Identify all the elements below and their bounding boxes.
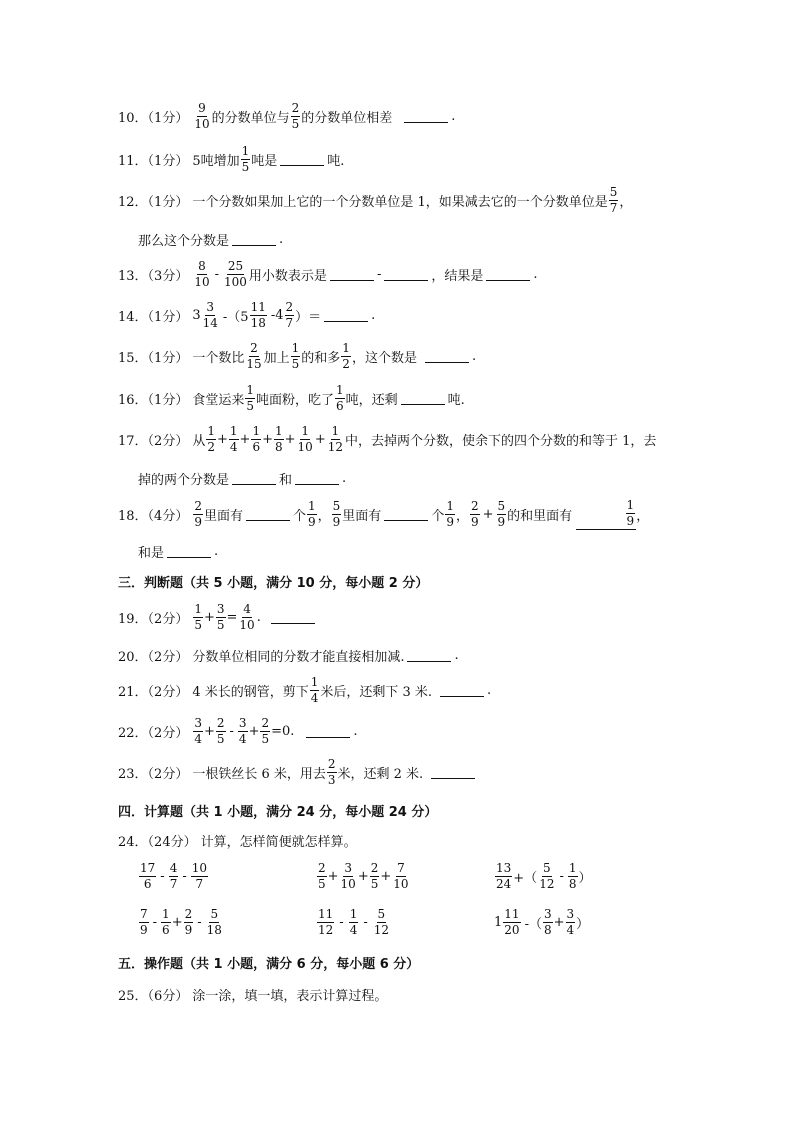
punctuation: ，	[317, 509, 331, 524]
punctuation: .	[371, 308, 376, 323]
operator: +	[284, 432, 296, 447]
answer-blank[interactable]	[246, 508, 290, 521]
question-text: 吨.	[327, 154, 345, 169]
punctuation: .	[471, 349, 477, 364]
operator: +	[482, 507, 494, 522]
fraction: $\frac{2}{5}$	[370, 861, 379, 891]
question-17	[118, 425, 656, 454]
operator: -	[182, 869, 187, 884]
answer-blank[interactable]	[384, 508, 428, 521]
calc-expression-b	[316, 862, 411, 891]
question-text: 吨面粉，吃了	[255, 393, 334, 408]
punctuation: .	[451, 109, 456, 124]
fraction: $\frac{1}{6}$	[162, 907, 170, 937]
question-text: 计算，怎样简便就怎样算。	[200, 835, 357, 850]
operator: +	[171, 915, 183, 930]
question-number: 14．（1分）	[118, 310, 189, 325]
fraction: $\frac{3}{10}$	[340, 861, 356, 891]
answer-blank[interactable]	[271, 611, 315, 624]
question-text: 5吨增加	[192, 154, 240, 169]
operator: ）	[576, 917, 590, 932]
question-text: 的分数单位与	[211, 111, 290, 126]
punctuation: .	[487, 683, 492, 698]
question-number: 16．（1分）	[118, 393, 189, 408]
punctuation: .	[279, 232, 284, 247]
punctuation: .	[256, 610, 261, 625]
fraction: $\frac{5}{12}$	[373, 907, 390, 937]
fraction: $\frac{2}{9}$	[184, 907, 193, 937]
question-17-continued	[138, 469, 346, 488]
fraction: $\frac{5}{9}$	[332, 499, 341, 529]
fraction: $\frac{8}{10}$	[194, 259, 210, 289]
fraction: $\frac{17}{6}$	[140, 861, 156, 891]
question-text: =0.	[271, 724, 295, 739]
fraction: $\frac{10}{7}$	[191, 861, 208, 891]
fraction: $\frac{2}{5}$	[261, 716, 270, 746]
fraction: $\frac{3}{5}$	[216, 602, 225, 632]
whole-number: 1	[494, 915, 503, 930]
operator: -	[339, 915, 344, 930]
question-text: 吨.	[447, 393, 465, 408]
question-18-continued	[138, 542, 218, 561]
fraction: $\frac{11}{20}$	[504, 907, 520, 937]
question-number: 18．（4分）	[118, 509, 189, 524]
section-heading-operation: 五．操作题（共 1 小题，满分 6 分，每小题 6 分）	[118, 957, 420, 972]
fraction: $\frac{2}{9}$	[470, 499, 479, 529]
section-heading-judgment: 三．判断题（共 5 小题，满分 10 分，每小题 2 分）	[118, 576, 429, 591]
operator: +	[203, 724, 215, 739]
question-text: 吨是	[251, 154, 278, 169]
question-text: 里面有	[342, 509, 382, 524]
question-15	[118, 342, 476, 371]
question-10	[118, 102, 455, 131]
answer-blank[interactable]	[401, 392, 445, 405]
answer-blank[interactable]	[407, 649, 451, 662]
fraction: $\frac{1}{10}$	[297, 424, 313, 454]
fraction: $\frac{1}{4}$	[310, 675, 319, 705]
fraction: $\frac{1}{9}$	[626, 498, 635, 528]
calc-expression-e	[316, 908, 391, 937]
question-text: 米，还剩 2 米.	[337, 767, 424, 782]
operator: -	[197, 915, 202, 930]
fraction: $\frac{1}{8}$	[274, 424, 283, 454]
fraction: $\frac{1}{12}$	[327, 424, 343, 454]
question-number: 13．（3分）	[118, 269, 189, 284]
calc-expression-c	[494, 862, 592, 891]
fraction: $\frac{2}{5}$	[318, 861, 326, 891]
operator: ）	[578, 871, 592, 886]
operator: -（	[524, 917, 542, 932]
operator: -	[363, 915, 368, 930]
question-text: 米后，还剩下 3 米.	[320, 685, 433, 700]
question-text: 的分数单位相差	[301, 111, 393, 126]
fraction: $\frac{1}{2}$	[207, 424, 215, 454]
punctuation: .	[214, 544, 219, 559]
question-number: 22．（2分）	[118, 726, 189, 741]
operator: +	[327, 869, 339, 884]
fraction: $\frac{1}{6}$	[252, 424, 261, 454]
question-text: ，这个数是	[351, 351, 417, 366]
answer-blank-with-fraction[interactable]	[576, 499, 636, 530]
question-text: 个	[292, 509, 306, 524]
punctuation: .	[454, 648, 459, 663]
question-25	[118, 985, 387, 1004]
answer-blank[interactable]	[431, 766, 475, 779]
punctuation: ，	[636, 509, 650, 524]
operator: +（	[513, 871, 538, 886]
whole-number: 3	[192, 308, 201, 323]
fraction: $\frac{9}{10}$	[194, 101, 210, 131]
operator: +	[216, 432, 228, 447]
question-text: 里面有	[203, 509, 243, 524]
question-number: 24．（24分）	[118, 835, 197, 850]
question-12-continued	[138, 230, 283, 249]
punctuation: .	[533, 267, 538, 282]
question-number: 25．（6分）	[118, 989, 189, 1004]
fraction: $\frac{1}{4}$	[229, 424, 238, 454]
fraction: $\frac{1}{4}$	[349, 907, 358, 937]
fraction: $\frac{3}{14}$	[202, 300, 218, 330]
operator: +	[203, 610, 215, 625]
operator: +	[357, 869, 369, 884]
operator: +	[380, 869, 392, 884]
fraction: $\frac{5}{12}$	[539, 861, 555, 891]
fraction: $\frac{1}{5}$	[241, 144, 250, 174]
operator: -	[160, 869, 165, 884]
fraction: $\frac{2}{5}$	[291, 101, 300, 131]
question-16	[118, 384, 465, 413]
operator: -	[152, 915, 158, 930]
fraction: $\frac{1}{5}$	[246, 383, 254, 413]
question-number: 17．（2分）	[118, 434, 189, 449]
calc-expression-a	[138, 862, 209, 891]
fraction: $\frac{2}{15}$	[246, 341, 262, 371]
fraction: $\frac{2}{7}$	[285, 300, 294, 330]
fraction: $\frac{1}{5}$	[194, 602, 202, 632]
operator: +	[262, 432, 273, 447]
punctuation: ，	[455, 509, 469, 524]
question-text: 和	[279, 473, 293, 488]
question-text: 和是	[138, 546, 165, 561]
fraction: $\frac{2}{5}$	[216, 716, 225, 746]
question-text: 一个分数如果加上它的一个分数单位是 1，如果减去它的一个分数单位是	[192, 195, 608, 210]
fraction: $\frac{13}{24}$	[496, 861, 512, 891]
question-11	[118, 145, 344, 174]
question-number: 11．（1分）	[118, 154, 189, 169]
fraction: $\frac{4}{10}$	[239, 602, 255, 632]
answer-blank[interactable]	[440, 684, 484, 697]
question-23	[118, 758, 478, 787]
question-text: -4	[270, 308, 284, 323]
answer-blank[interactable]	[330, 268, 374, 281]
answer-blank[interactable]	[306, 725, 350, 738]
fraction: $\frac{1}{6}$	[336, 383, 344, 413]
fraction: $\frac{7}{10}$	[393, 861, 409, 891]
question-12	[118, 186, 632, 215]
fraction: $\frac{2}{9}$	[194, 499, 202, 529]
question-14	[118, 301, 375, 330]
question-text: 涂一涂，填一填，表示计算过程。	[192, 989, 388, 1004]
operator: +	[248, 724, 260, 739]
fraction: $\frac{11}{12}$	[318, 907, 334, 937]
answer-blank[interactable]	[167, 545, 211, 558]
question-number: 23．（2分）	[118, 767, 189, 782]
fraction: $\frac{1}{8}$	[568, 861, 577, 891]
operator: -	[559, 869, 564, 884]
question-text: 加上	[263, 351, 290, 366]
question-number: 21．（2分）	[118, 685, 189, 700]
fraction: $\frac{3}{4}$	[566, 907, 575, 937]
operator: -	[376, 267, 382, 282]
question-number: 19．（2分）	[118, 612, 189, 627]
answer-blank[interactable]	[232, 472, 276, 485]
calc-expression-d	[138, 908, 224, 937]
fraction: $\frac{5}{9}$	[497, 499, 506, 529]
question-text: 那么这个分数是	[138, 234, 230, 249]
question-text: -（5	[222, 310, 249, 325]
operator: +	[239, 432, 251, 447]
question-text: 分数单位相同的分数才能直接相加减.	[192, 650, 405, 665]
answer-blank[interactable]	[232, 233, 276, 246]
fraction: $\frac{25}{100}$	[224, 259, 247, 289]
operator: -	[214, 267, 220, 282]
operator: -	[229, 724, 234, 739]
section-heading-calculation: 四．计算题（共 1 小题，满分 24 分，每小题 24 分）	[118, 805, 438, 820]
punctuation: .	[342, 471, 347, 486]
question-text: 中，去掉两个分数，使余下的四个分数的和等于 1，去	[345, 434, 657, 449]
question-text: 一根铁丝长 6 米，用去	[192, 767, 326, 782]
question-text: 吨，还剩	[345, 393, 398, 408]
fraction: $\frac{3}{8}$	[543, 907, 552, 937]
question-text: 的和里面有	[507, 509, 573, 524]
question-text: 一个数比	[192, 351, 245, 366]
question-24	[118, 831, 357, 850]
answer-blank[interactable]	[404, 110, 448, 123]
answer-blank[interactable]	[295, 472, 339, 485]
fraction: $\frac{1}{5}$	[291, 341, 300, 371]
question-text: 掉的两个分数是	[138, 473, 230, 488]
question-number: 12．（1分）	[118, 195, 189, 210]
fraction: $\frac{5}{18}$	[206, 907, 222, 937]
calc-expression-f	[494, 908, 589, 937]
question-text: 的和多	[301, 351, 341, 366]
question-13	[118, 260, 538, 289]
question-text: 用小数表示是	[248, 269, 327, 284]
question-19	[118, 603, 318, 632]
answer-blank[interactable]	[280, 153, 324, 166]
fraction: $\frac{2}{3}$	[327, 757, 336, 787]
operator: +	[553, 915, 565, 930]
fraction: $\frac{5}{7}$	[609, 185, 618, 215]
question-number: 15．（1分）	[118, 351, 189, 366]
question-text: 从	[192, 434, 206, 449]
answer-blank[interactable]	[324, 309, 368, 322]
fraction: $\frac{11}{18}$	[250, 300, 266, 330]
fraction: $\frac{3}{4}$	[194, 716, 202, 746]
question-text: ）＝	[295, 310, 322, 325]
answer-blank[interactable]	[384, 268, 428, 281]
question-text: ，结果是	[431, 269, 484, 284]
question-text: 个	[431, 509, 445, 524]
operator: +	[314, 432, 326, 447]
fraction: $\frac{3}{4}$	[238, 716, 247, 746]
question-21	[118, 676, 491, 705]
question-18	[118, 499, 649, 530]
fraction: $\frac{1}{9}$	[308, 499, 316, 529]
answer-blank[interactable]	[486, 268, 530, 281]
question-text: 食堂运来	[192, 393, 245, 408]
fraction: $\frac{4}{7}$	[169, 861, 178, 891]
question-text: 4 米长的钢管，剪下	[192, 685, 309, 700]
punctuation: .	[353, 724, 358, 739]
operator: =	[226, 610, 238, 625]
fraction: $\frac{1}{2}$	[342, 341, 350, 371]
answer-blank[interactable]	[425, 350, 469, 363]
fraction: $\frac{1}{9}$	[446, 499, 454, 529]
question-number: 10．（1分）	[118, 111, 189, 126]
fraction: $\frac{7}{9}$	[140, 907, 148, 937]
question-20	[118, 646, 459, 665]
question-number: 20．（2分）	[118, 650, 189, 665]
question-22	[118, 717, 358, 746]
punctuation: ，	[619, 195, 633, 210]
